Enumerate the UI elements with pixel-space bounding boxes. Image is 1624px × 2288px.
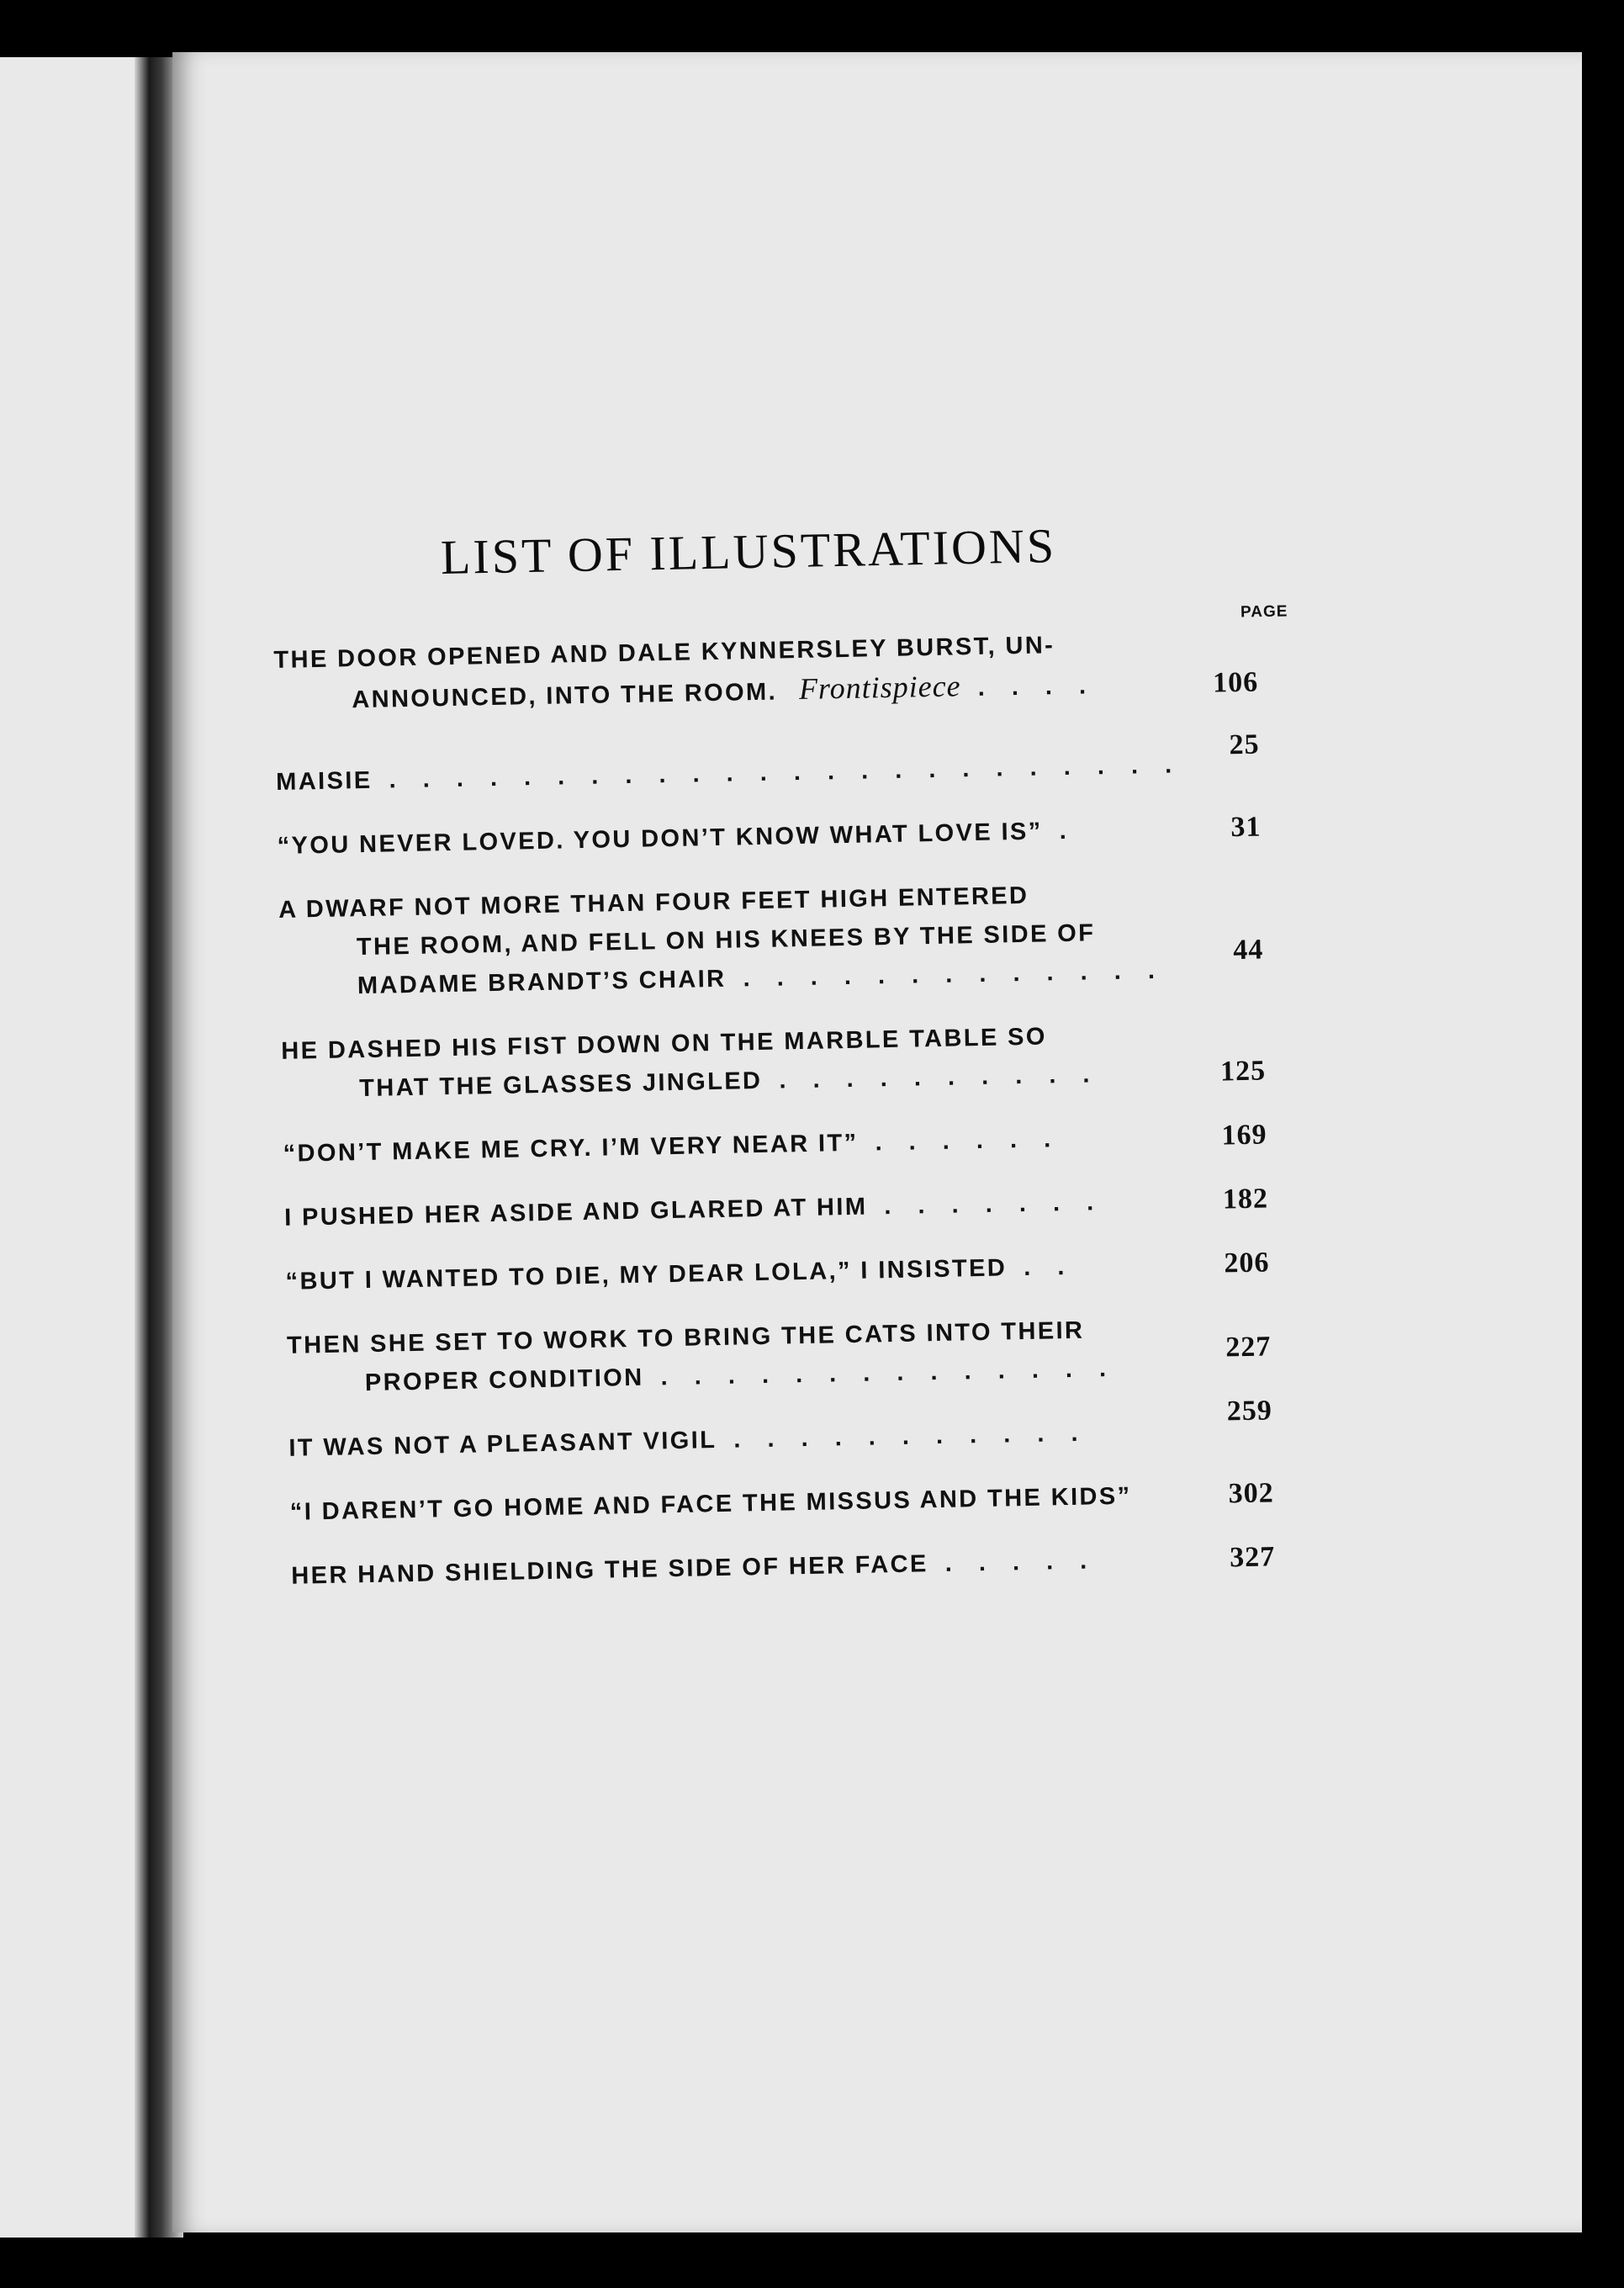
list-item (277, 808, 1262, 865)
entry-line-text: “BUT I WANTED TO DIE, MY DEAR LOLA,” I INSISTED (285, 1254, 1008, 1295)
page-number: 206 (1224, 1247, 1270, 1279)
dot-leader: . . . . . . . . . . . . . (726, 956, 1166, 993)
entry-line-text: PROPER CONDITION (364, 1364, 644, 1397)
list-item (275, 728, 1261, 802)
list-item (287, 1307, 1272, 1403)
list-item (281, 1013, 1267, 1109)
dot-leader: . . . . . (928, 1547, 1098, 1578)
entry-line-text: MADAME BRANDT’S CHAIR (357, 965, 727, 1000)
page-title: LIST OF ILLUSTRATIONS (440, 517, 1057, 585)
page-number: 259 (1226, 1395, 1273, 1427)
entry-line: HE DASHED HIS FIST DOWN ON THE MARBLE TABLE SO (281, 1023, 1048, 1065)
dot-leader: . . . . . . . . . . . . . . (643, 1354, 1117, 1391)
page-number: 227 (1225, 1331, 1272, 1364)
entry-line-text: MAISIE (275, 766, 373, 796)
page-column-header: PAGE (1240, 602, 1288, 622)
book-page (172, 52, 1582, 2232)
entry-line (285, 1243, 1270, 1300)
dot-leader: . . . . . . . . . . . (716, 1419, 1088, 1454)
entry-line (276, 744, 1261, 802)
list-item (284, 1179, 1269, 1237)
list-item (285, 1243, 1270, 1300)
dot-leader: . . (1006, 1253, 1075, 1282)
page-number: 25 (1229, 728, 1260, 761)
entry-line (288, 1410, 1273, 1467)
entry-line (284, 1179, 1269, 1237)
entry-line (291, 1538, 1276, 1595)
left-page-edge (0, 57, 153, 2238)
entry-line-text: “YOU NEVER LOVED. YOU DON’T KNOW WHAT LOVE IS” (277, 818, 1043, 860)
entry-line-text: “DON’T MAKE ME CRY. I’M VERY NEAR IT” (283, 1129, 859, 1168)
entry-line: THEN SHE SET TO WORK TO BRING THE CATS INTO THEIR (286, 1316, 1085, 1359)
list-item (288, 1395, 1273, 1467)
page-number: 44 (1232, 934, 1264, 967)
dot-leader: . . . . . . . . . . . . . . . . . . . . . . . . (372, 751, 1182, 794)
page-number: 182 (1222, 1183, 1269, 1216)
dot-leader: . . . . . . . . . . (762, 1061, 1100, 1094)
dot-leader: . . . . . . . (867, 1189, 1104, 1221)
page-number: 302 (1228, 1477, 1275, 1510)
page-number: 327 (1229, 1541, 1276, 1574)
dot-leader: . (1042, 817, 1077, 845)
entry-line-text: IT WAS NOT A PLEASANT VIGIL (288, 1427, 717, 1462)
list-item (291, 1538, 1276, 1595)
list-item (289, 1474, 1274, 1531)
list-item (278, 871, 1264, 1006)
entry-line: A DWARF NOT MORE THAN FOUR FEET HIGH ENTERED (278, 882, 1029, 924)
entry-line (283, 1115, 1267, 1173)
entry-line-text: THAT THE GLASSES JINGLED (358, 1067, 763, 1103)
entry-line: “I DAREN’T GO HOME AND FACE THE MISSUS AND THE KIDS” (289, 1482, 1132, 1526)
entry-line-text: HER HAND SHIELDING THE SIDE OF HER FACE (291, 1550, 928, 1590)
dot-leader: . . . . . . (858, 1125, 1061, 1157)
entry-line (277, 808, 1262, 865)
entry-line-text: ANNOUNCED, INTO THE ROOM. (352, 678, 778, 714)
page-number: 106 (1212, 666, 1259, 699)
entry-line: THE DOOR OPENED AND DALE KYNNERSLEY BURST, UN- (273, 632, 1055, 674)
list-item (273, 622, 1259, 721)
illustrations-list (273, 620, 1368, 1620)
list-item (283, 1115, 1267, 1173)
page-number: 31 (1230, 811, 1262, 844)
page-number: 125 (1219, 1055, 1267, 1088)
entry-line-text: I PUSHED HER ASIDE AND GLARED AT HIM (283, 1193, 868, 1231)
entry-line: THE ROOM, AND FELL ON HIS KNEES BY THE SIDE OF (356, 919, 1096, 961)
dot-leader: . . . . (960, 672, 1097, 702)
page-number: 169 (1221, 1119, 1267, 1152)
entry-note: Frontispiece (798, 669, 961, 707)
